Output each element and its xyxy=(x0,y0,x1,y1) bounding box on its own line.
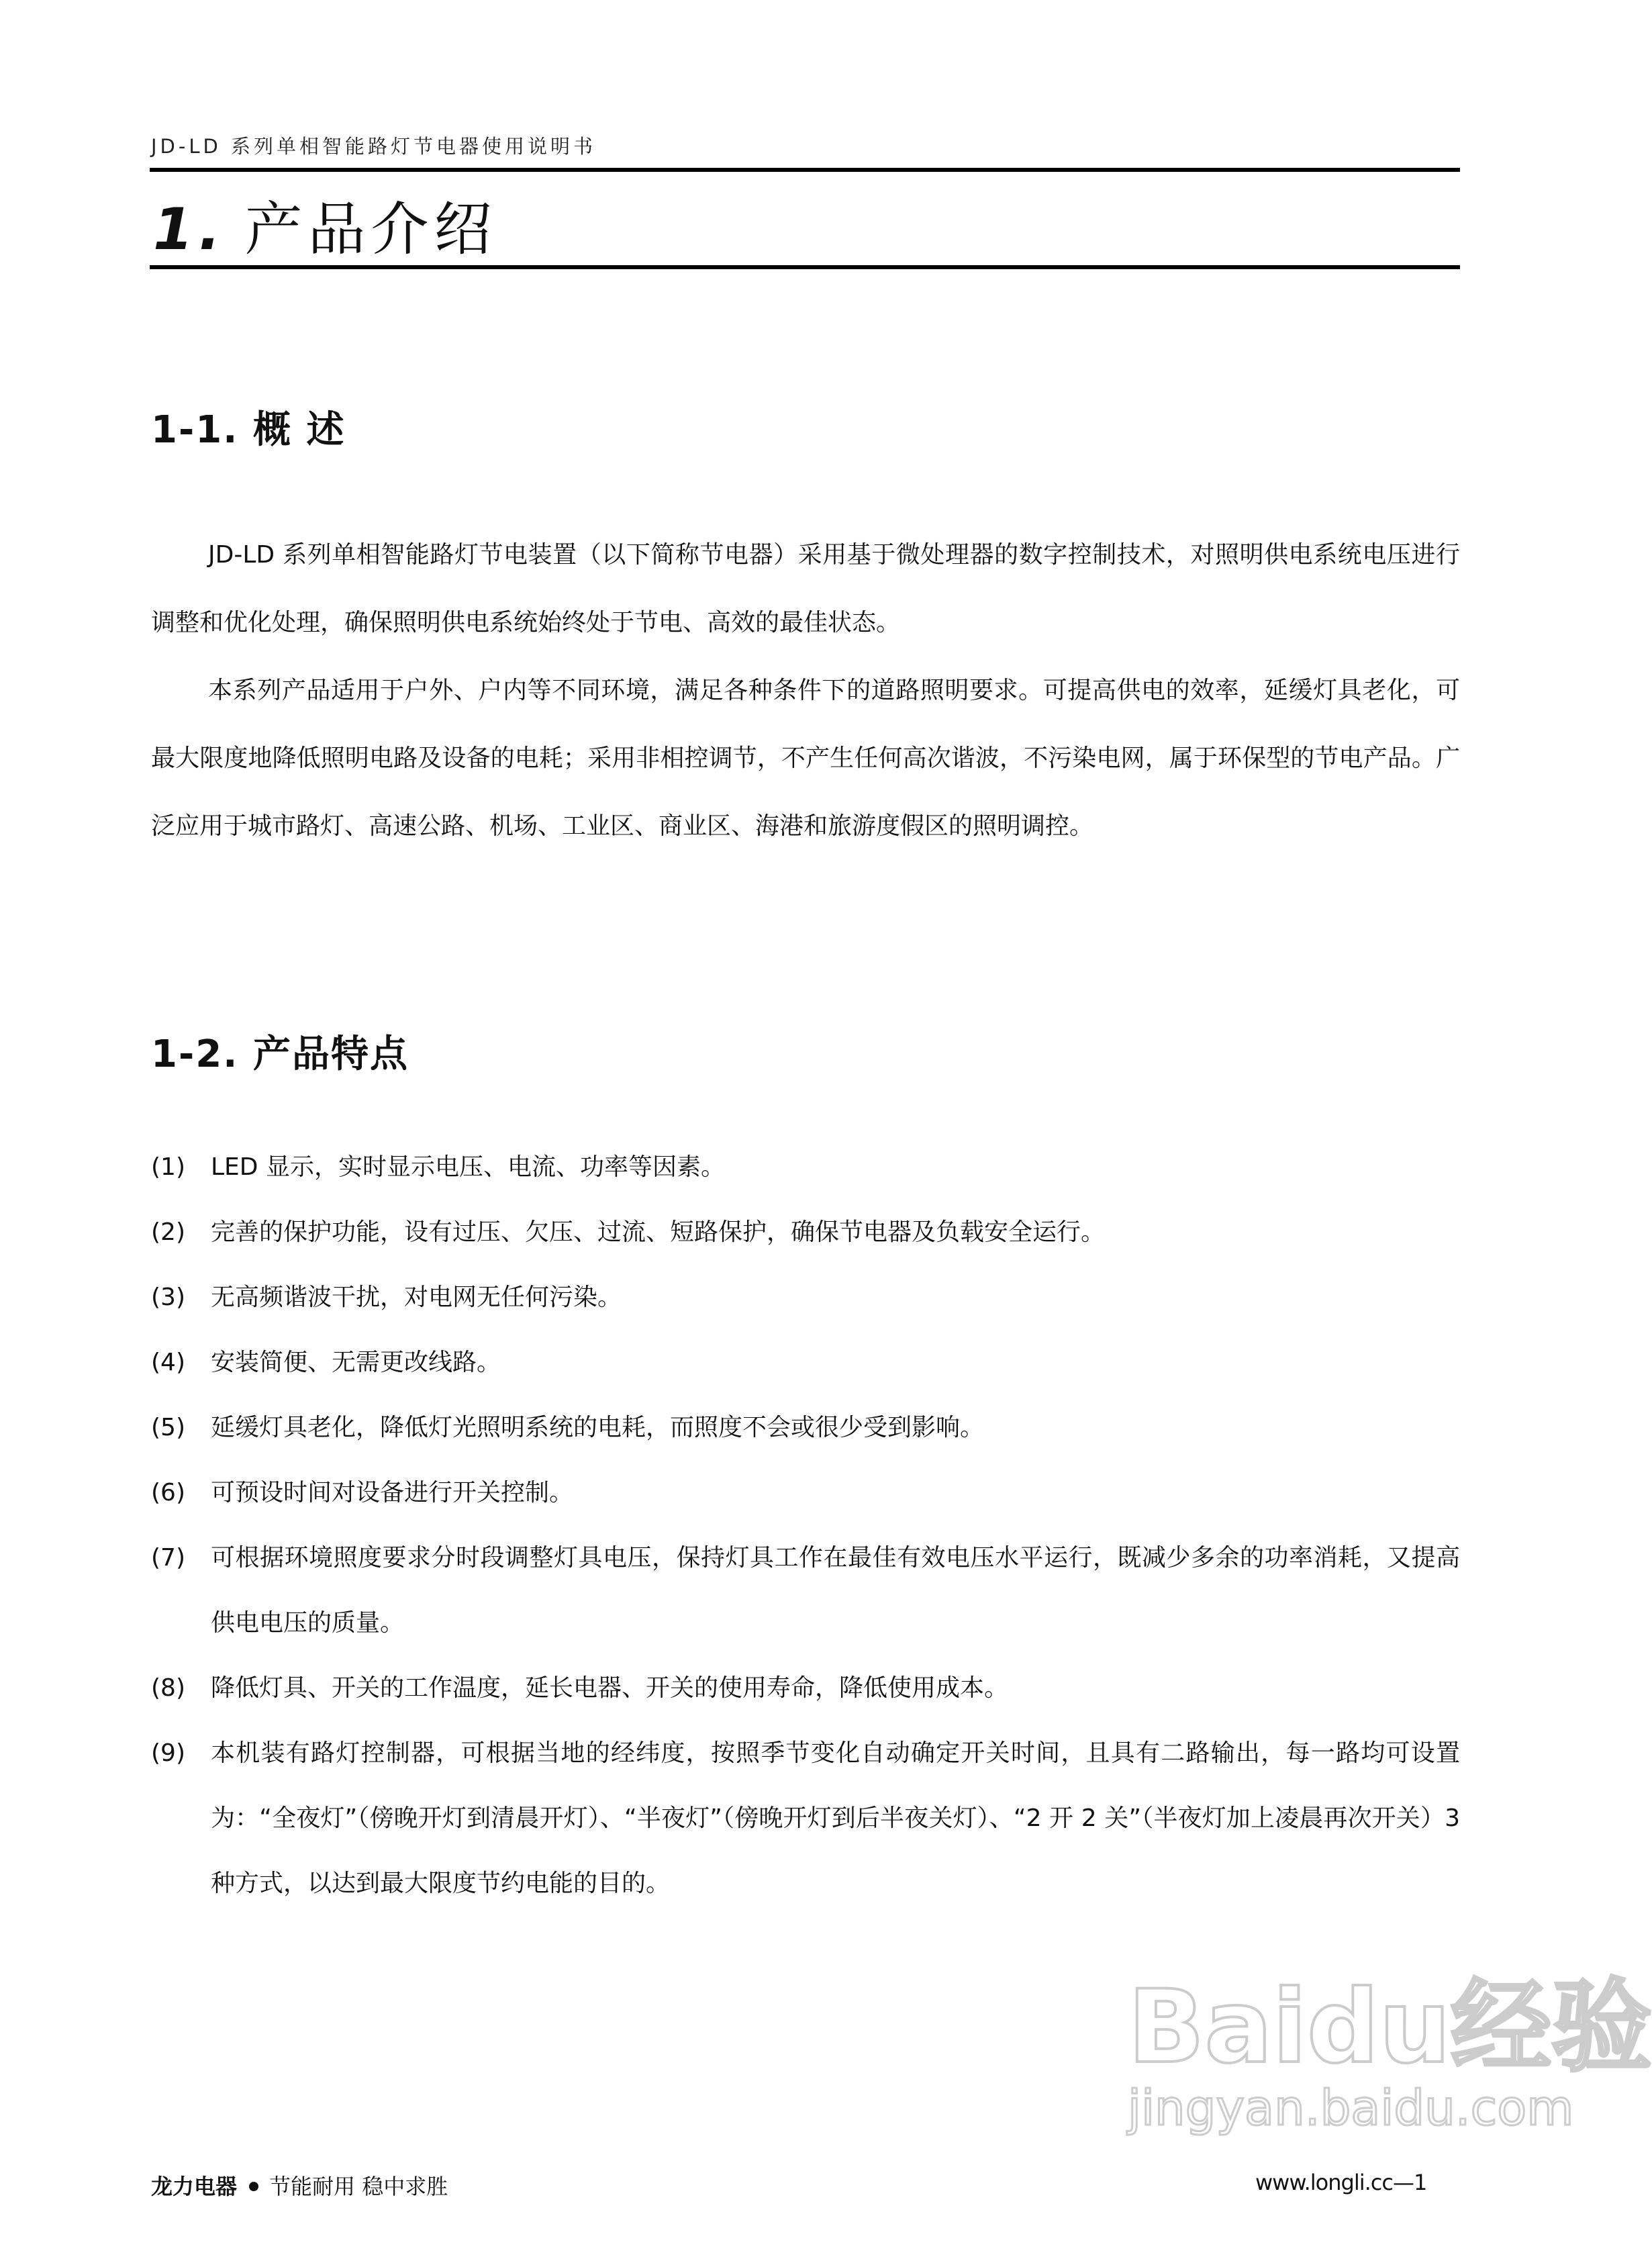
list-item xyxy=(151,1525,1460,1655)
running-header: JD-LD 系列单相智能路灯节电器使用说明书 xyxy=(151,135,597,158)
item-number: (3) xyxy=(151,1284,185,1311)
item-number: (6) xyxy=(151,1479,185,1506)
page-number: 1 xyxy=(1413,2170,1427,2195)
list-item xyxy=(151,1330,1460,1395)
item-text: 延缓灯具老化，降低灯光照明系统的电耗，而照度不会或很少受到影响。 xyxy=(211,1414,985,1441)
list-item xyxy=(151,1655,1460,1721)
dash: — xyxy=(1392,2170,1414,2195)
item-text: LED 显示，实时显示电压、电流、功率等因素。 xyxy=(211,1153,725,1181)
section-heading-overview: 1-1. 概 述 xyxy=(151,408,346,452)
chapter-title xyxy=(153,183,497,266)
footer-url: www.longli.cc xyxy=(1255,2170,1393,2195)
section-heading-features: 1-2. 产品特点 xyxy=(151,1032,409,1076)
chapter-rule xyxy=(150,265,1460,269)
overview-paragraph-1: JD-LD 系列单相智能路灯节电装置（以下简称节电器）采用基于微处理器的数字控制技术，对照明供电系统电压进行调整和优化处理，确保照明供电系统始终处于节电、高效的最佳状态。 xyxy=(151,541,1460,636)
list-item xyxy=(151,1135,1460,1200)
item-number: (7) xyxy=(151,1544,185,1572)
item-number: (4) xyxy=(151,1349,185,1376)
list-item xyxy=(151,1265,1460,1330)
list-item xyxy=(151,1460,1460,1525)
footer-brand-block xyxy=(151,2170,448,2201)
chapter-title-text: 产品介绍 xyxy=(244,196,497,263)
footer-right xyxy=(1255,2170,1426,2195)
item-text: 可根据环境照度要求分时段调整灯具电压，保持灯具工作在最佳有效电压水平运行，既减少多余的功率消耗，又提高供电电压的质量。 xyxy=(211,1544,1460,1637)
item-number: (8) xyxy=(151,1674,185,1702)
footer-brand: 龙力电器 xyxy=(151,2174,238,2199)
watermark-url: jingyan.baidu.com xyxy=(1128,2080,1574,2136)
chapter-number: 1. xyxy=(153,196,226,263)
list-item xyxy=(151,1721,1460,1916)
item-text: 完善的保护功能，设有过压、欠压、过流、短路保护，确保节电器及负载安全运行。 xyxy=(211,1218,1106,1246)
item-text: 安装简便、无需更改线路。 xyxy=(211,1349,501,1376)
item-number: (9) xyxy=(151,1739,185,1767)
footer-slogan: 节能耐用 稳中求胜 xyxy=(269,2174,448,2199)
baidu-watermark xyxy=(1128,1969,1652,2142)
overview-paragraph-2: 本系列产品适用于户外、户内等不同环境，满足各种条件下的道路照明要求。可提高供电的效率，延缓灯具老化，可最大限度地降低照明电路及设备的电耗；采用非相控调节，不产生任何高次谐波，不污染电网，属于环保型的节电产品。广泛应用于城市路灯、高速公路、机场、工业区、商业区、海港和旅游度假区的照明调控。 xyxy=(151,677,1460,840)
item-number: (1) xyxy=(151,1153,185,1181)
list-item xyxy=(151,1395,1460,1460)
watermark-logo: Baidu经验 xyxy=(1128,1969,1652,2086)
item-text: 无高频谐波干扰，对电网无任何污染。 xyxy=(211,1284,622,1311)
bullet-icon xyxy=(249,2182,258,2191)
header-rule xyxy=(150,168,1460,172)
list-item xyxy=(151,1200,1460,1265)
item-number: (5) xyxy=(151,1414,185,1441)
item-text: 降低灯具、开关的工作温度，延长电器、开关的使用寿命，降低使用成本。 xyxy=(211,1674,1009,1702)
item-text: 可预设时间对设备进行开关控制。 xyxy=(211,1479,574,1506)
feature-list xyxy=(151,1135,1460,1916)
item-text: 本机装有路灯控制器，可根据当地的经纬度，按照季节变化自动确定开关时间，且具有二路输出，每一路均可设置为：“全夜灯”（傍晚开灯到清晨开灯）、“半夜灯”（傍晚开灯到后半夜关灯）、“2 开 2 关”（半夜灯加上凌晨再次开关）3 种方式，以达到最大限度节约电能的目的。 xyxy=(211,1739,1460,1897)
item-number: (2) xyxy=(151,1218,185,1246)
